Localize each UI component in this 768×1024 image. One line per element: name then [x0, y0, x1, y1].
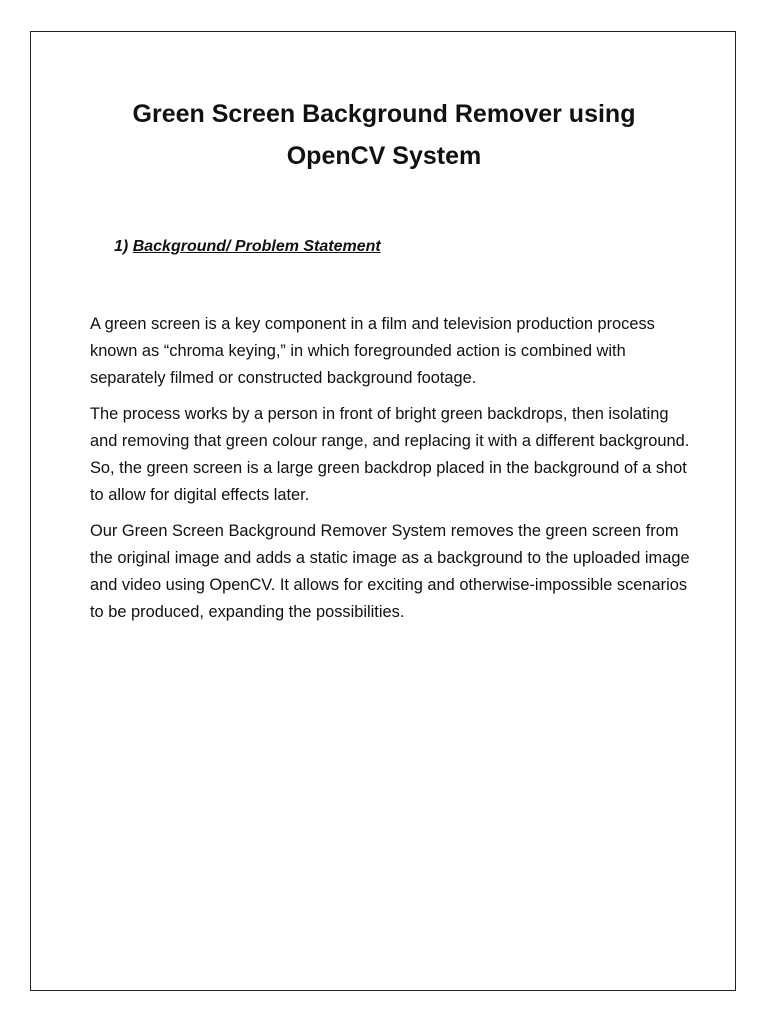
- section-heading-text: Background/ Problem Statement: [132, 238, 381, 255]
- paragraph: Our Green Screen Background Remover System removes the green screen from the original image and adds a static image as a background to the uploaded image and video using OpenCV. It allows for exciting and otherwise-impossible scenarios to be produced, expanding the possibilities.: [90, 522, 690, 621]
- body-text: [90, 311, 690, 635]
- paragraph: A green screen is a key component in a film and television production process known as “chroma keying,” in which foregrounded action is combined with separately filmed or constructed background footage.: [90, 315, 655, 387]
- paragraph: The process works by a person in front of bright green backdrops, then isolating and removing that green colour range, and replacing it with a different background. So, the green screen is a large green backdrop placed in the background of a shot to allow for digital effects later.: [90, 405, 690, 504]
- section-heading: [114, 236, 381, 258]
- section-number: 1): [114, 238, 129, 255]
- document-title: Green Screen Background Remover using OpenCV System: [132, 100, 636, 170]
